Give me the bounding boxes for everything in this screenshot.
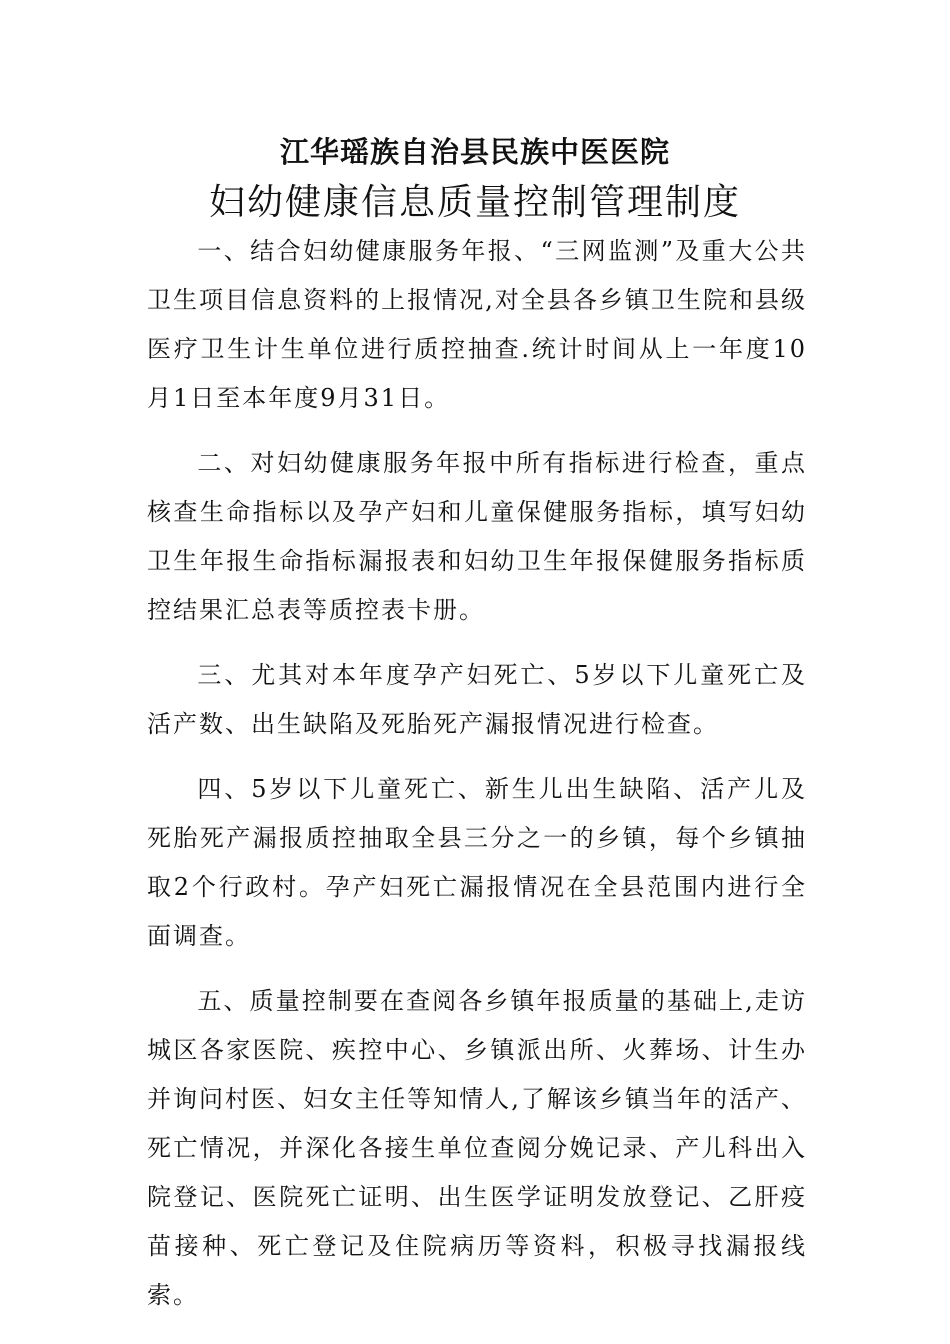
document-body bbox=[147, 227, 807, 1336]
paragraph-4: 四、5岁以下儿童死亡、新生儿出生缺陷、活产儿及死胎死产漏报质控抽取全县三分之一的乡镇，每个乡镇抽取2个行政村。孕产妇死亡漏报情况在全县范围内进行全面调查。 bbox=[147, 775, 807, 950]
paragraph-3: 三、尤其对本年度孕产妇死亡、5岁以下儿童死亡及活产数、出生缺陷及死胎死产漏报情况进行检查。 bbox=[147, 661, 807, 738]
paragraph-2: 二、对妇幼健康服务年报中所有指标进行检查，重点核查生命指标以及孕产妇和儿童保健服务指标，填写妇幼卫生年报生命指标漏报表和妇幼卫生年报保健服务指标质控结果汇总表等质控表卡册。 bbox=[147, 449, 807, 624]
regulation-title: 妇幼健康信息质量控制管理制度 bbox=[208, 182, 741, 223]
hospital-name-title: 江华瑶族自治县民族中医医院 bbox=[279, 135, 670, 169]
paragraph-5: 五、质量控制要在查阅各乡镇年报质量的基础上,走访城区各家医院、疾控中心、乡镇派出所、火葬场、计生办并询问村医、妇女主任等知情人,了解该乡镇当年的活产、死亡情况，并深化各接生单位查阅分娩记录、产儿科出入院登记、医院死亡证明、出生医学证明发放登记、乙肝疫苗接种、死亡登记及住院病历等资料，积极寻找漏报线索。 bbox=[147, 987, 807, 1309]
paragraph-1: 一、结合妇幼健康服务年报、“三网监测”及重大公共卫生项目信息资料的上报情况,对全县各乡镇卫生院和县级医疗卫生计生单位进行质控抽查.统计时间从上一年度10月1日至本年度9月31日。 bbox=[147, 237, 807, 412]
